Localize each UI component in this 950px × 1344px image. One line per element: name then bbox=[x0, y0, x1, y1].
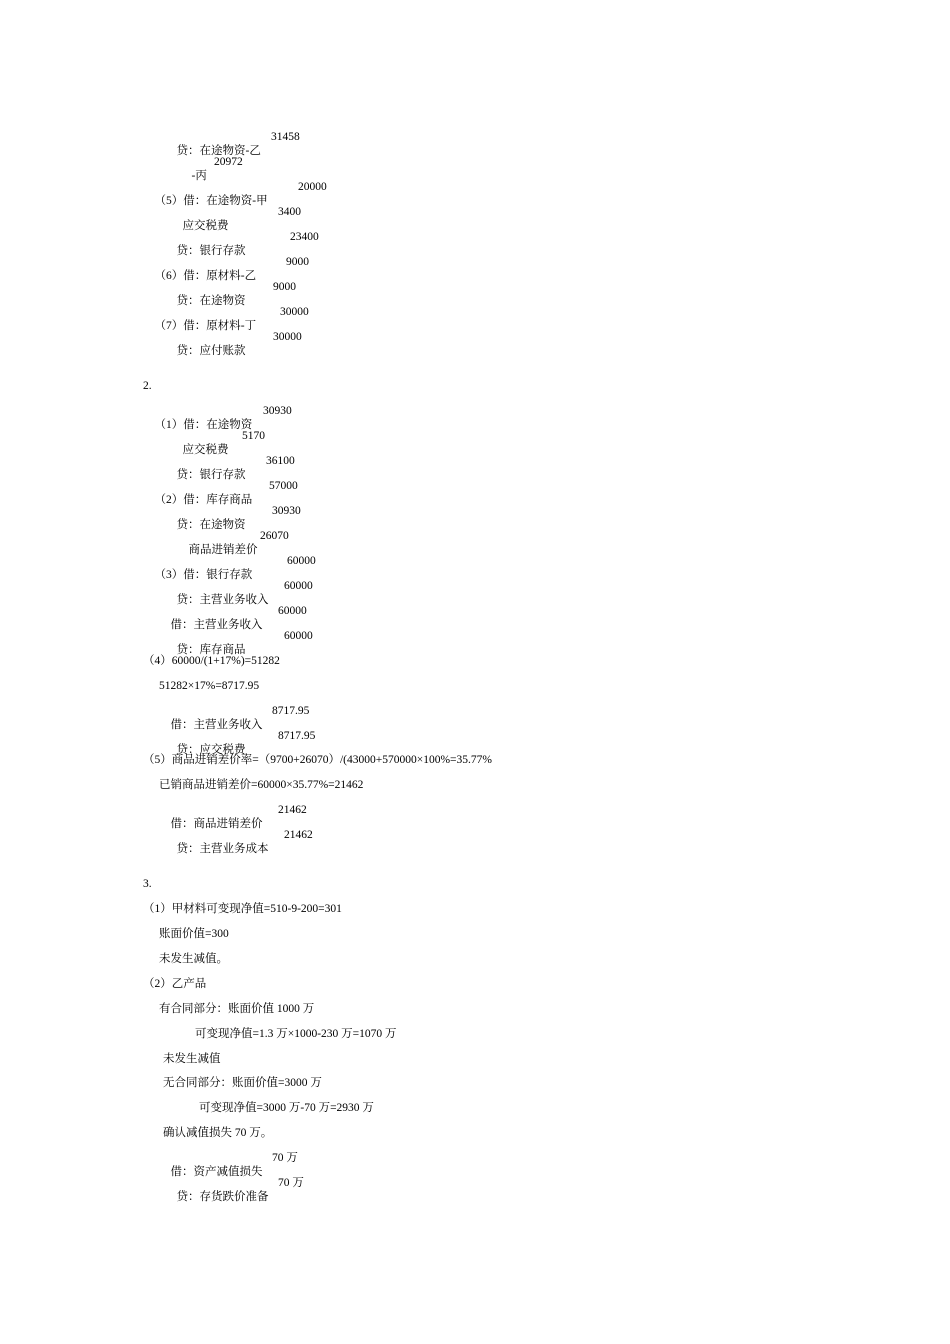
calculation-line: 有合同部分：账面价值 1000 万 bbox=[159, 1003, 315, 1015]
entry-amount: 5170 bbox=[242, 430, 265, 442]
entry-amount: 70 万 bbox=[278, 1177, 304, 1189]
entry-label: 借：资产减值损失 bbox=[170, 1166, 263, 1178]
entry-label: 贷：银行存款 bbox=[176, 469, 246, 481]
entry-label: （2）借：库存商品 bbox=[154, 494, 253, 506]
entry-amount: 60000 bbox=[278, 605, 307, 617]
entry-label: 贷：在途物资 bbox=[176, 519, 246, 531]
entry-line bbox=[165, 330, 302, 386]
calculation-line: 已销商品进销差价=60000×35.77%=21462 bbox=[159, 779, 364, 791]
section-heading: 2. bbox=[143, 380, 152, 392]
calculation-line: 无合同部分：账面价值=3000 万 bbox=[163, 1077, 322, 1089]
calculation-line: 可变现净值=1.3 万×1000-230 万=1070 万 bbox=[195, 1028, 397, 1040]
entry-label: 应交税费 bbox=[182, 444, 229, 456]
entry-amount: 30930 bbox=[263, 405, 292, 417]
calculation-line: 账面价值=300 bbox=[159, 928, 229, 940]
calculation-line: 51282×17%=8717.95 bbox=[159, 680, 260, 692]
entry-amount: 60000 bbox=[287, 555, 316, 567]
calculation-line: （2）乙产品 bbox=[143, 978, 207, 990]
entry-label: 贷：应交税费 bbox=[176, 744, 246, 756]
entry-amount: 8717.95 bbox=[278, 730, 316, 742]
entry-label: 贷：主营业务成本 bbox=[176, 843, 269, 855]
entry-amount: 3400 bbox=[278, 206, 301, 218]
entry-line bbox=[165, 1176, 304, 1232]
entry-amount: 9000 bbox=[286, 256, 309, 268]
entry-label: （1）借：在途物资 bbox=[154, 419, 253, 431]
entry-label: 贷：银行存款 bbox=[176, 245, 246, 257]
entry-label: 贷：存货跌价准备 bbox=[176, 1191, 269, 1203]
entry-label: （6）借：原材料-乙 bbox=[154, 270, 257, 282]
entry-amount: 21462 bbox=[278, 804, 307, 816]
entry-amount: 30000 bbox=[273, 331, 302, 343]
calculation-line: 确认减值损失 70 万。 bbox=[163, 1127, 273, 1139]
entry-label: 借：商品进销差价 bbox=[170, 818, 263, 830]
entry-line bbox=[165, 828, 313, 884]
entry-amount: 31458 bbox=[271, 131, 300, 143]
entry-label: 贷：在途物资 bbox=[176, 295, 246, 307]
entry-label: （7）借：原材料-丁 bbox=[154, 320, 257, 332]
entry-label: 贷：在途物资-乙 bbox=[176, 145, 261, 157]
calculation-line: 可变现净值=3000 万-70 万=2930 万 bbox=[199, 1102, 374, 1114]
calculation-line: （1）甲材料可变现净值=510-9-200=301 bbox=[143, 903, 342, 915]
entry-label: 应交税费 bbox=[182, 220, 229, 232]
entry-amount: 20000 bbox=[298, 181, 327, 193]
entry-amount: 8717.95 bbox=[272, 705, 310, 717]
entry-amount: 21462 bbox=[284, 829, 313, 841]
entry-amount: 30930 bbox=[272, 505, 301, 517]
entry-amount: 26070 bbox=[260, 530, 289, 542]
entry-amount: 30000 bbox=[280, 306, 309, 318]
calculation-line: （5）商品进销差价率=（9700+26070）/(43000+570000×100%=35.77% bbox=[143, 754, 492, 766]
entry-label: 借：主营业务收入 bbox=[170, 719, 263, 731]
entry-label: 商品进销差价 bbox=[188, 544, 258, 556]
entry-amount: 20972 bbox=[214, 156, 243, 168]
entry-amount: 57000 bbox=[269, 480, 298, 492]
entry-amount: 60000 bbox=[284, 630, 313, 642]
entry-amount: 23400 bbox=[290, 231, 319, 243]
entry-label: 贷：应付账款 bbox=[176, 345, 246, 357]
entry-amount: 9000 bbox=[273, 281, 296, 293]
calculation-line: 未发生减值 bbox=[163, 1053, 221, 1065]
calculation-line: 未发生减值。 bbox=[159, 953, 228, 965]
entry-amount: 36100 bbox=[266, 455, 295, 467]
entry-label: （5）借：在途物资-甲 bbox=[154, 195, 268, 207]
entry-label: 贷：库存商品 bbox=[176, 644, 246, 656]
section-heading: 3. bbox=[143, 878, 152, 890]
entry-label: 借：主营业务收入 bbox=[170, 619, 263, 631]
entry-label: -丙 bbox=[191, 170, 207, 182]
entry-label: 贷：主营业务收入 bbox=[176, 594, 269, 606]
calculation-line: （4）60000/(1+17%)=51282 bbox=[143, 655, 280, 667]
entry-amount: 70 万 bbox=[272, 1152, 298, 1164]
entry-amount: 60000 bbox=[284, 580, 313, 592]
entry-label: （3）借：银行存款 bbox=[154, 569, 253, 581]
